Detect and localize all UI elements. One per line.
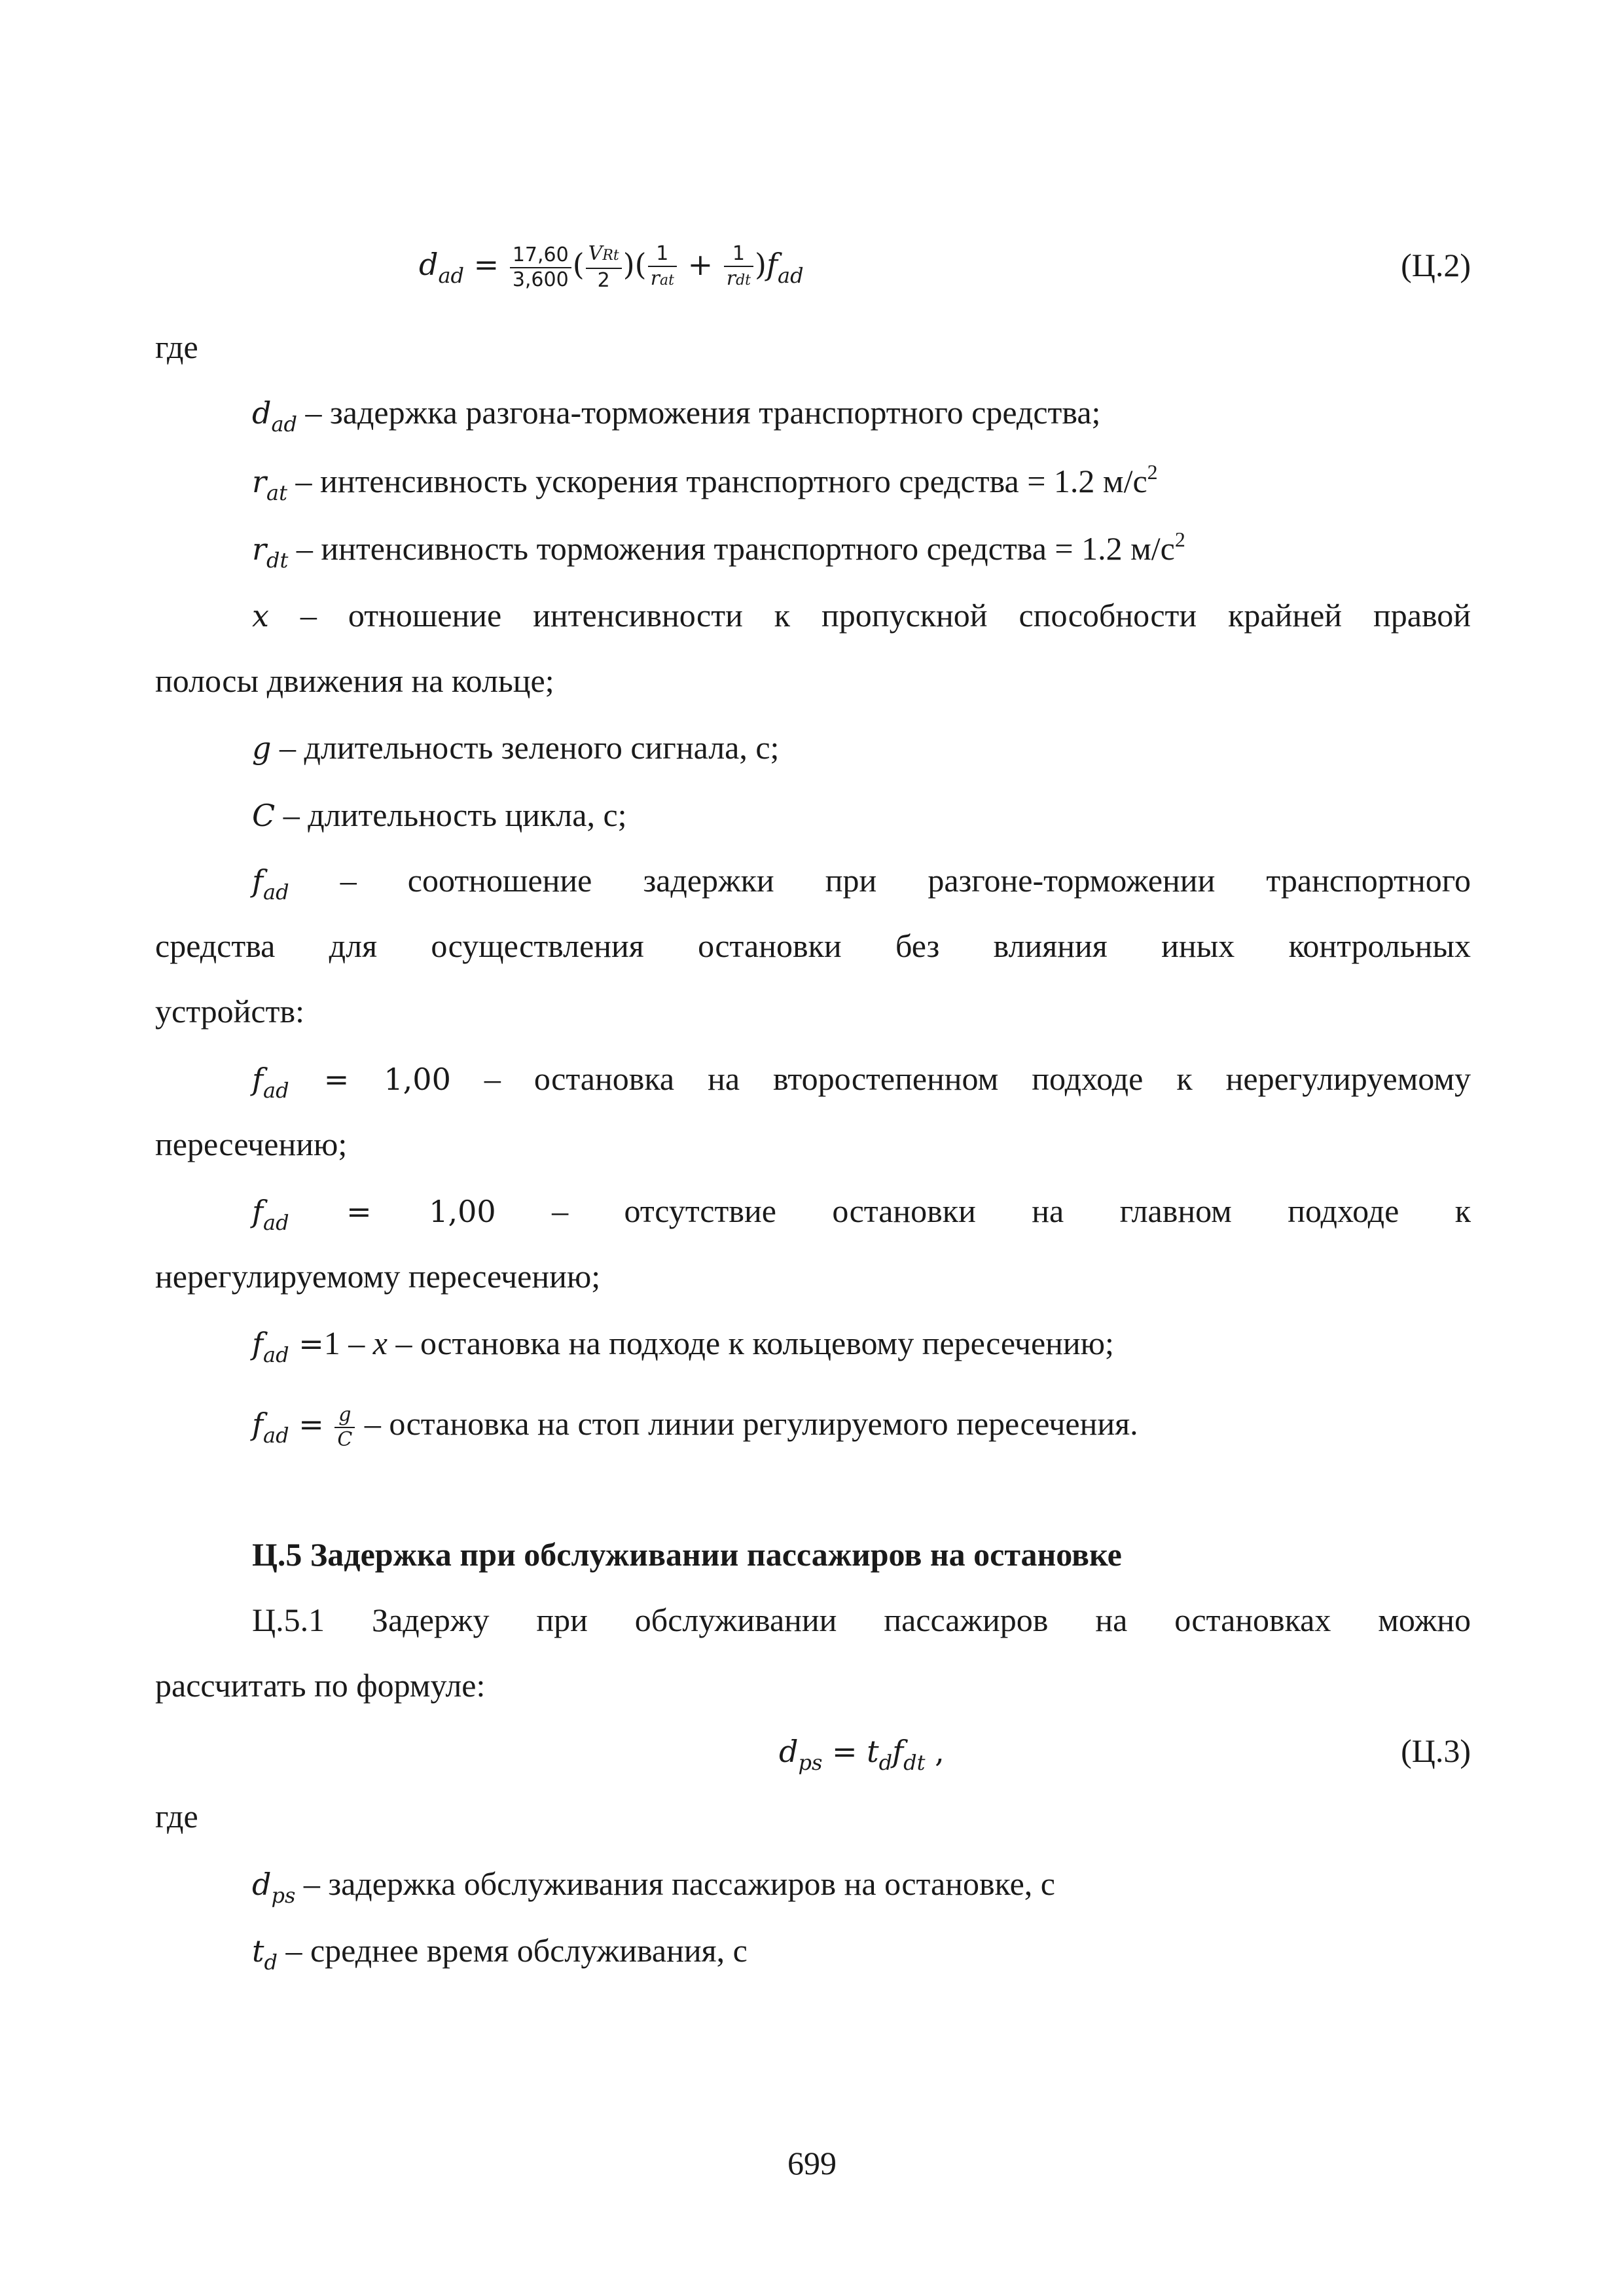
equation-label-c2: (Ц.2) — [1401, 247, 1471, 283]
equation-label-c3: (Ц.3) — [1401, 1732, 1471, 1769]
definition-g: g – длительность зеленого сигнала, с; — [252, 729, 780, 766]
fraction-numerator: 1 — [656, 242, 669, 265]
definition-r-at: $r_{at}$ – интенсивность ускорения транспортного средства = 1.2 $м/с^2$ — [252, 460, 1158, 505]
section-heading: Ц.5 Задержка при обслуживании пассажиров на остановке — [252, 1536, 1122, 1573]
where-label: где — [155, 329, 198, 365]
definition-f-ad-cont: средства для осуществления остановки без влияния иных контрольных — [155, 927, 1471, 964]
fraction — [586, 242, 622, 293]
case-2-cont: нерегулируемому пересечению; — [155, 1258, 601, 1295]
case-1-cont: пересечению; — [155, 1126, 348, 1162]
equation-c3: $d_{ps} = t_df_{dt}$ , — [779, 1734, 945, 1775]
where-label-2: где — [155, 1798, 198, 1835]
section-paragraph-cont: рассчитать по формуле: — [155, 1667, 486, 1704]
definition-f-ad: $f_{ad}$ – соотношение задержки при разгоне-торможении транспортного — [252, 862, 1471, 905]
eq-symbol: d — [419, 246, 439, 282]
equation-c2: $d_{ad}$ = $\frac{17,60}{3,600}$ ( $\frac{\text{VRt}}{2}$ )( $\frac{1}{\text{rat}}$ + $\frac{1}{\text{rdt}}$ )$f_{ad}$ — [419, 242, 804, 292]
definition-c: C – длительность цикла, с; — [252, 797, 627, 833]
fraction — [648, 242, 677, 293]
fraction — [724, 242, 753, 293]
definition-d-ad: $d_{ad}$ – задержка разгона-торможения транспортного средства; — [252, 394, 1101, 437]
fraction-numerator: VRt — [588, 242, 619, 265]
eq-subscript: ad — [438, 262, 465, 288]
fraction-denominator: 2 — [586, 268, 622, 293]
fraction-denominator: rdt — [724, 266, 753, 293]
eq-operator: + — [677, 246, 723, 282]
definition-f-ad-cont2: устройств: — [155, 993, 304, 1030]
fraction-denominator: rat — [648, 266, 677, 293]
fraction — [510, 243, 571, 292]
case-4: $f_{ad}$ = $\frac{g}{C}$ – остановка на стоп линии регулируемого пересечения. — [252, 1403, 1138, 1451]
definition-d-ps: $d_{ps}$ – задержка обслуживания пассажиров на остановке, с — [252, 1865, 1055, 1908]
fraction-numerator: g — [338, 1403, 352, 1426]
fraction — [334, 1403, 355, 1452]
section-paragraph: Ц.5.1 Задержу при обслуживании пассажиров на остановках можно — [252, 1602, 1471, 1638]
case-2: $f_{ad} = 1,00$ – отсутствие остановки на главном подходе к — [252, 1193, 1471, 1235]
definition-r-dt: $r_{dt}$ – интенсивность торможения транспортного средства = 1.2 $м/с^2$ — [252, 528, 1185, 573]
fraction-numerator: 1 — [732, 242, 745, 265]
fraction-denominator: 3,600 — [510, 267, 571, 292]
definition-t-d: $t_d$ – среднее время обслуживания, с — [252, 1932, 748, 1975]
case-1: $f_{ad} = 1,00$ – остановка на второстепенном подходе к нерегулируемому — [252, 1060, 1471, 1103]
eq-operator: = — [464, 246, 509, 282]
fraction-denominator: C — [334, 1427, 355, 1452]
page-number: 699 — [787, 2145, 837, 2181]
eq-symbol: f — [766, 246, 778, 282]
definition-x-cont: полосы движения на кольце; — [155, 662, 554, 699]
case-3: $f_{ad} =1 - x$ – остановка на подходе к кольцевому пересечению; — [252, 1325, 1114, 1367]
fraction-numerator: 17,60 — [512, 243, 569, 266]
definition-x: x – отношение интенсивности к пропускной способности крайней правой — [252, 597, 1471, 634]
eq-subscript: ad — [778, 262, 804, 288]
